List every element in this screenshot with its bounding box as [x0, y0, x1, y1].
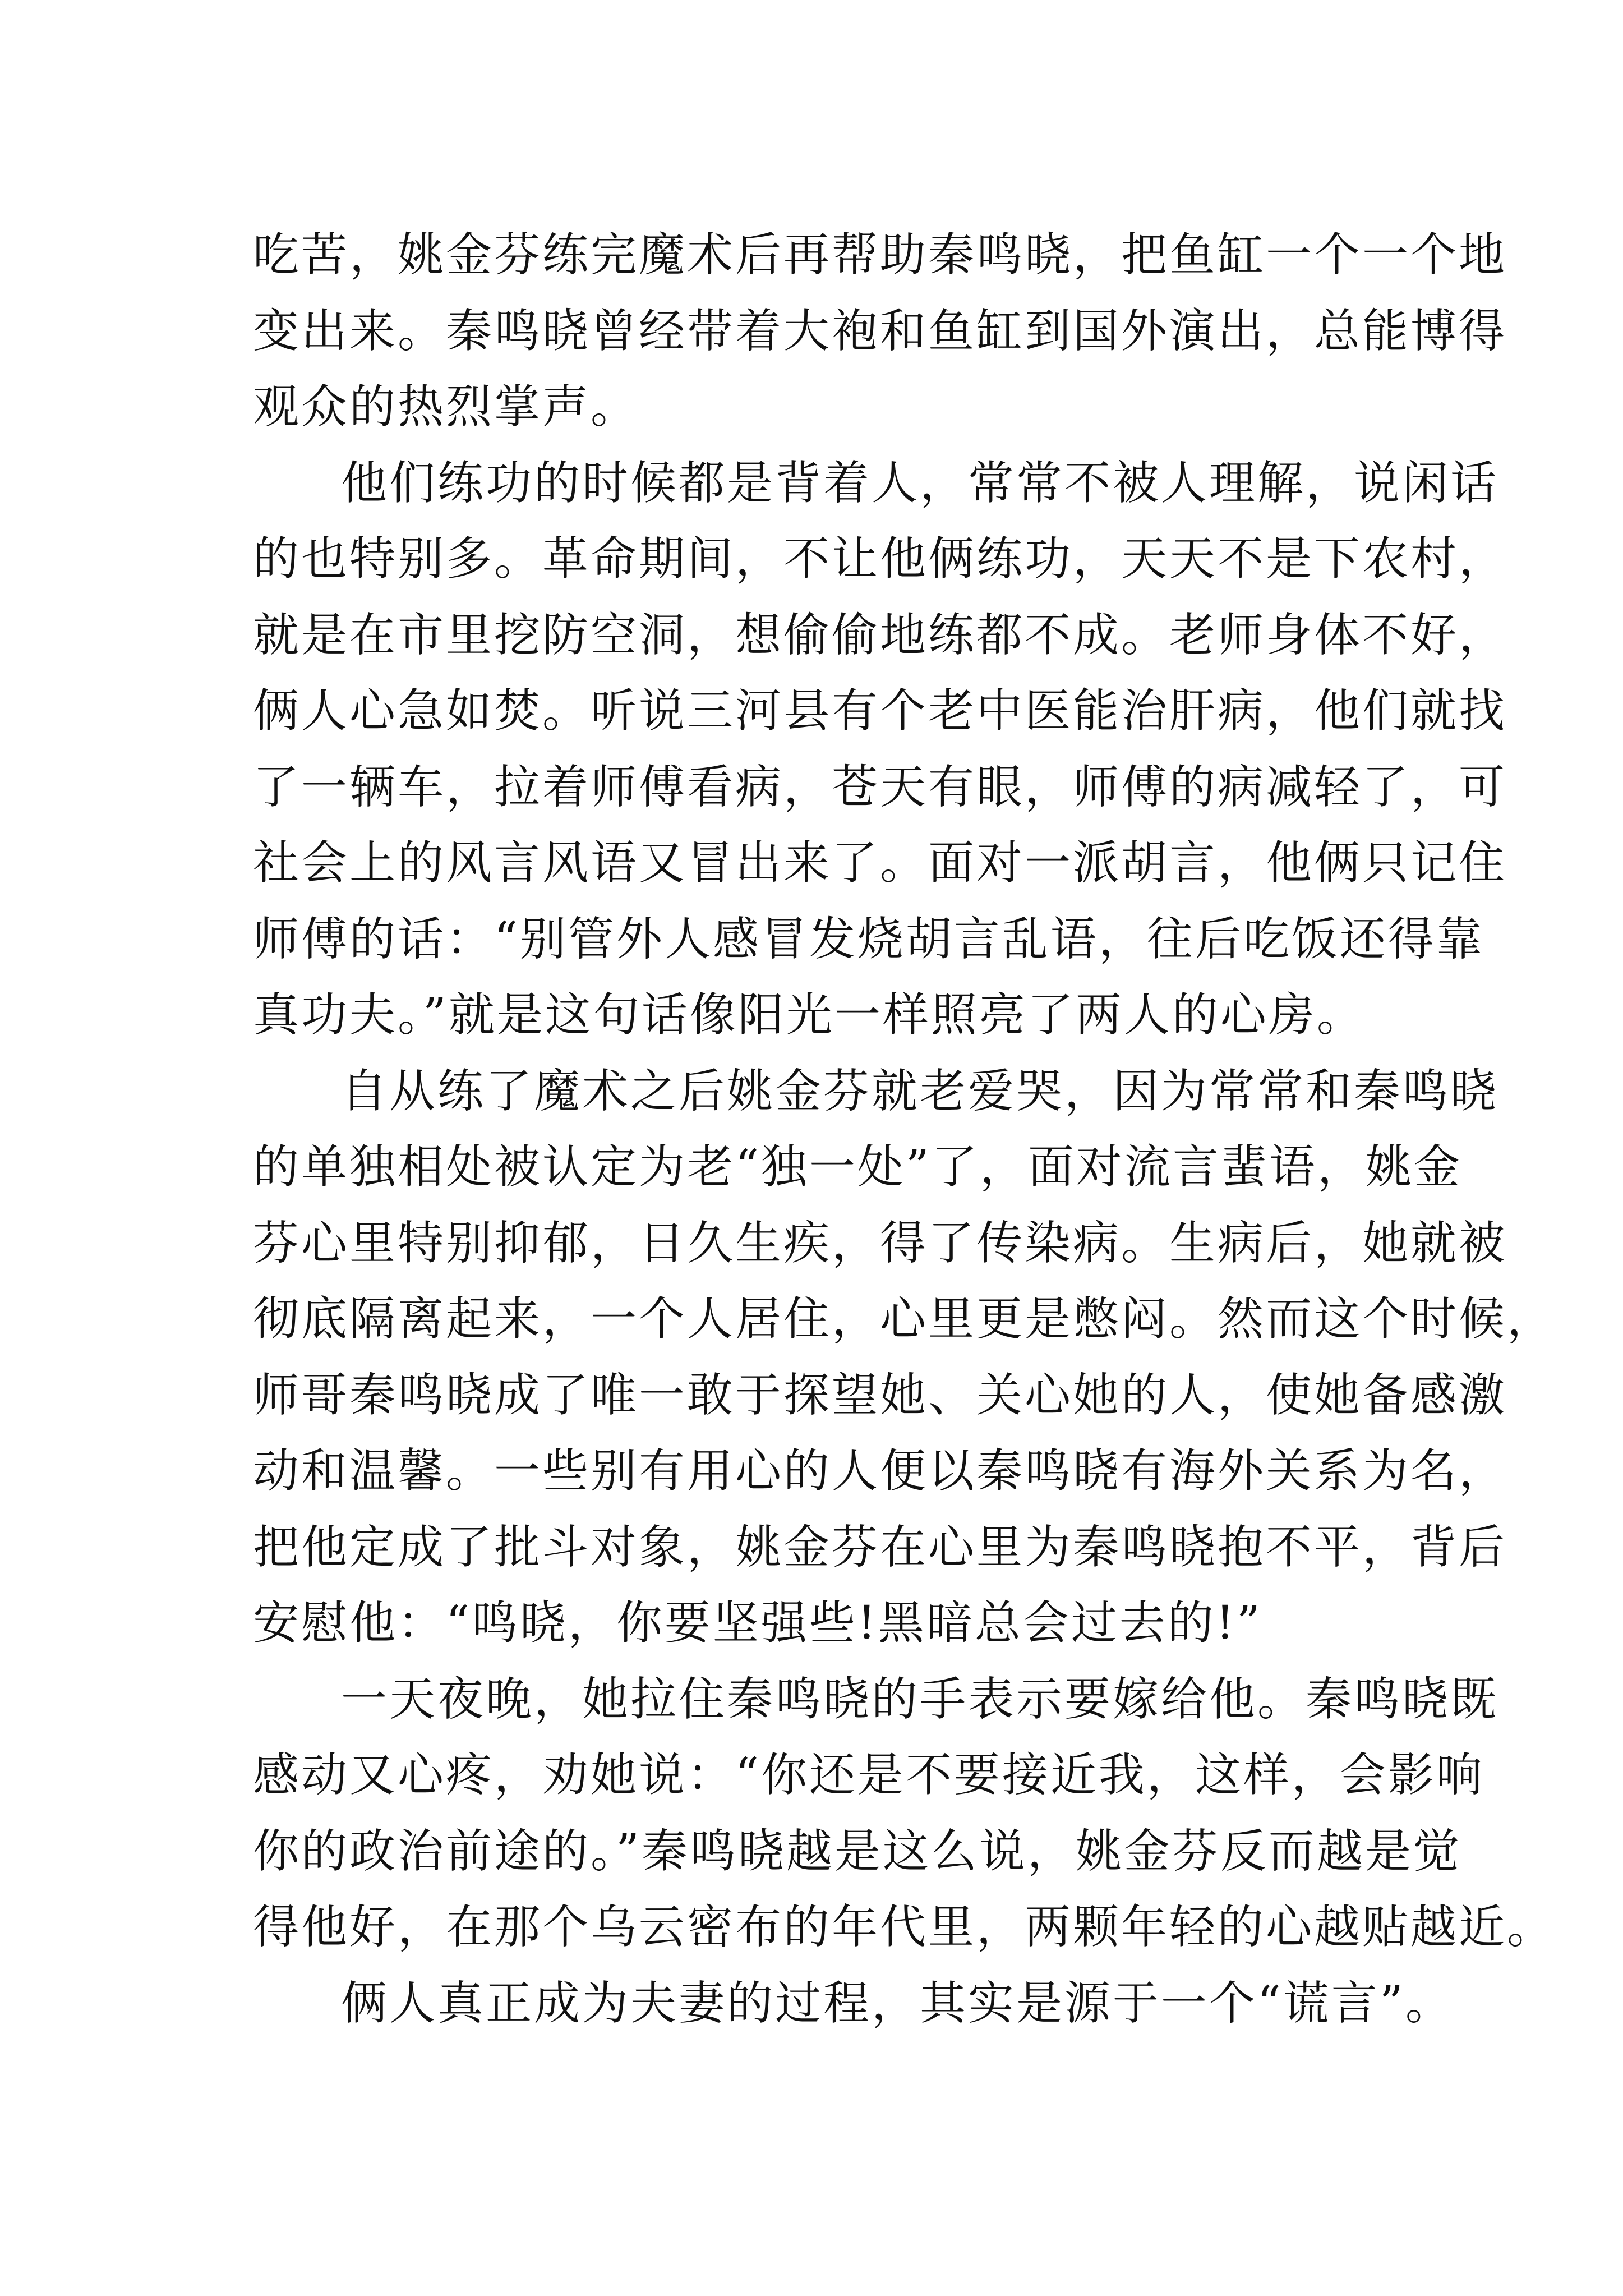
paragraph-first-line: 一天夜晚，她拉住秦鸣晓的手表示要嫁给他。秦鸣晓既	[341, 1673, 1499, 1726]
text-line: 师哥秦鸣晓成了唯一敢于探望她、关心她的人，使她备感激	[253, 1369, 1507, 1422]
text-line: 的单独相处被认定为老“独一处”了，面对流言蜚语，姚金	[253, 1140, 1462, 1194]
text-line: 得他好，在那个乌云密布的年代里，两颗年轻的心越贴越近。	[253, 1901, 1556, 1954]
text-line: 师傅的话：“别管外人感冒发烧胡言乱语，往后吃饭还得靠	[253, 913, 1484, 966]
text-line: 真功夫。”就是这句话像阳光一样照亮了两人的心房。	[253, 988, 1365, 1042]
text-line: 感动又心疼，劝她说：“你还是不要接近我，这样，会影响	[253, 1749, 1484, 1802]
text-line: 就是在市里挖防空洞，想偷偷地练都不成。老师身体不好，	[253, 609, 1507, 662]
text-line: 吃苦，姚金芬练完魔术后再帮助秦鸣晓，把鱼缸一个一个地	[253, 228, 1507, 282]
text-line: 了一辆车，拉着师傅看病，苍天有眼，师傅的病减轻了，可	[253, 761, 1507, 814]
text-line: 俩人心急如焚。听说三河县有个老中医能治肝病，他们就找	[253, 684, 1507, 738]
text-line: 把他定成了批斗对象，姚金芬在心里为秦鸣晓抱不平，背后	[253, 1521, 1507, 1574]
text-line: 的也特别多。革命期间，不让他俩练功，天天不是下农村，	[253, 532, 1507, 586]
paragraph-first-line: 他们练功的时候都是背着人，常常不被人理解，说闲话	[341, 457, 1499, 510]
text-line: 安慰他：“鸣晓，你要坚强些!黑暗总会过去的!”	[253, 1596, 1262, 1650]
text-line: 彻底隔离起来，一个人居住，心里更是憋闷。然而这个时候，	[253, 1292, 1556, 1346]
paragraph-first-line: 自从练了魔术之后姚金芬就老爱哭，因为常常和秦鸣晓	[341, 1065, 1499, 1118]
paragraph-first-line: 俩人真正成为夫妻的过程，其实是源于一个“谎言”。	[341, 1977, 1454, 2030]
text-line: 变出来。秦鸣晓曾经带着大袍和鱼缸到国外演出，总能博得	[253, 305, 1507, 358]
text-line: 你的政治前途的。”秦鸣晓越是这么说，姚金芬反而越是觉	[253, 1825, 1461, 1878]
text-line: 动和温馨。一些别有用心的人便以秦鸣晓有海外关系为名，	[253, 1444, 1507, 1498]
text-line: 观众的热烈掌声。	[253, 380, 639, 434]
text-line: 芬心里特别抑郁，日久生疾，得了传染病。生病后，她就被	[253, 1217, 1507, 1270]
text-line: 社会上的风言风语又冒出来了。面对一派胡言，他俩只记住	[253, 836, 1507, 890]
